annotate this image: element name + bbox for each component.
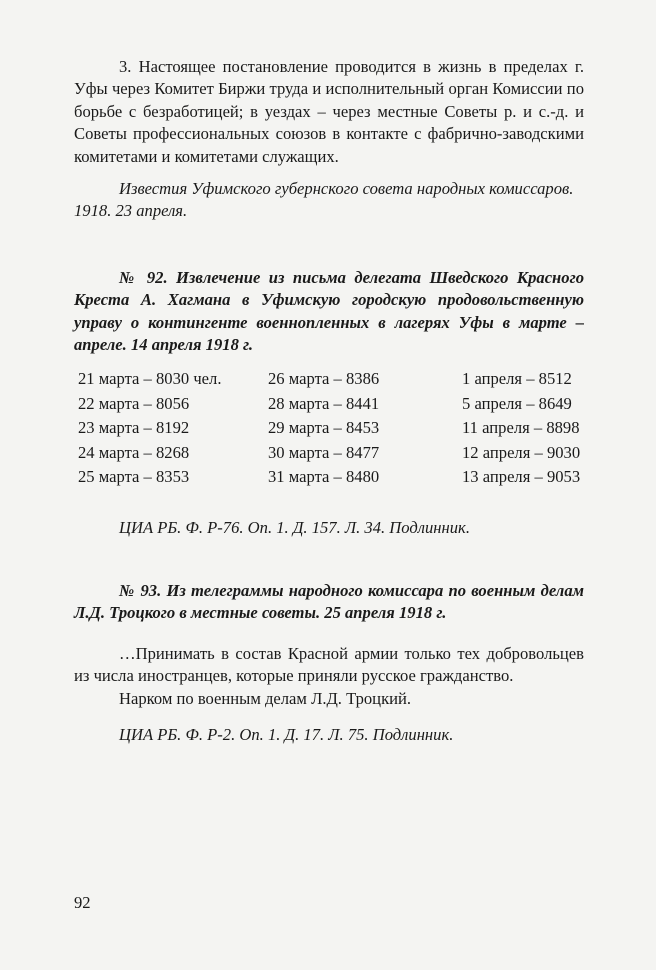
table-cell: 21 марта – 8030 чел. (78, 369, 222, 388)
table-cell: 29 марта – 8453 (268, 418, 380, 437)
table-cell: 11 апреля – 8898 (462, 418, 580, 437)
table-cell: 5 апреля – 8649 (462, 393, 572, 413)
table-row (78, 467, 592, 492)
table-row (78, 394, 592, 419)
document-93-text: …Принимать в состав Красной армии только тех добровольцев из числа иностранцев, которые приняли русское гражданство. (74, 644, 584, 686)
table-cell: 12 апреля – 9030 (462, 442, 581, 462)
table-row (78, 418, 592, 443)
table-cell: 13 апреля – 9053 (462, 467, 581, 486)
table-cell: 25 марта – 8353 (78, 467, 190, 486)
document-93-signature: Нарком по военным делам Л.Д. Троцкий. (119, 689, 412, 708)
table-row (78, 369, 592, 394)
table-cell: 1 апреля – 8512 (462, 369, 572, 388)
table-cell: 22 марта – 8056 (78, 393, 190, 413)
table-cell: 23 марта – 8192 (78, 418, 190, 437)
paragraph-3: 3. Настоящее постановление проводится в жизнь в пределах г. Уфы через Комитет Биржи труда и исполнительный орган Комиссии по борьбе с безработицей; в уездах – через местные Советы р. и с.-д. и Советы профессиональных союзов в контакте с фабрично-заводскими комитетами и комитетами служащих. (74, 57, 584, 166)
table-cell: 28 марта – 8441 (268, 393, 380, 413)
source-citation-1: Известия Уфимского губернского совета народных комиссаров. 1918. 23 апреля. (74, 179, 574, 221)
document-93-heading: № 93. Из телеграммы народного комиссара по военным делам Л.Д. Троцкого в местные советы. 25 апреля 1918 г. (74, 581, 584, 623)
table-cell: 30 марта – 8477 (268, 442, 380, 462)
document-92-heading: № 92. Извлечение из письма делегата Шведского Красного Креста А. Хагмана в Уфимскую городскую продовольственную управу о контингенте военнопленных в лагерях Уфы в марте – апреле. 14 апреля 1918 г. (74, 268, 584, 355)
table-row (78, 443, 592, 468)
table-cell: 24 марта – 8268 (78, 442, 190, 462)
prisoners-count-table (78, 369, 592, 492)
table-cell: 26 марта – 8386 (268, 369, 380, 388)
source-citation-2: ЦИА РБ. Ф. Р-76. Оп. 1. Д. 157. Л. 34. Подлинник. (119, 518, 470, 537)
page-number: 92 (74, 893, 91, 912)
source-citation-3: ЦИА РБ. Ф. Р-2. Оп. 1. Д. 17. Л. 75. Подлинник. (119, 725, 454, 744)
table-cell: 31 марта – 8480 (268, 467, 380, 486)
